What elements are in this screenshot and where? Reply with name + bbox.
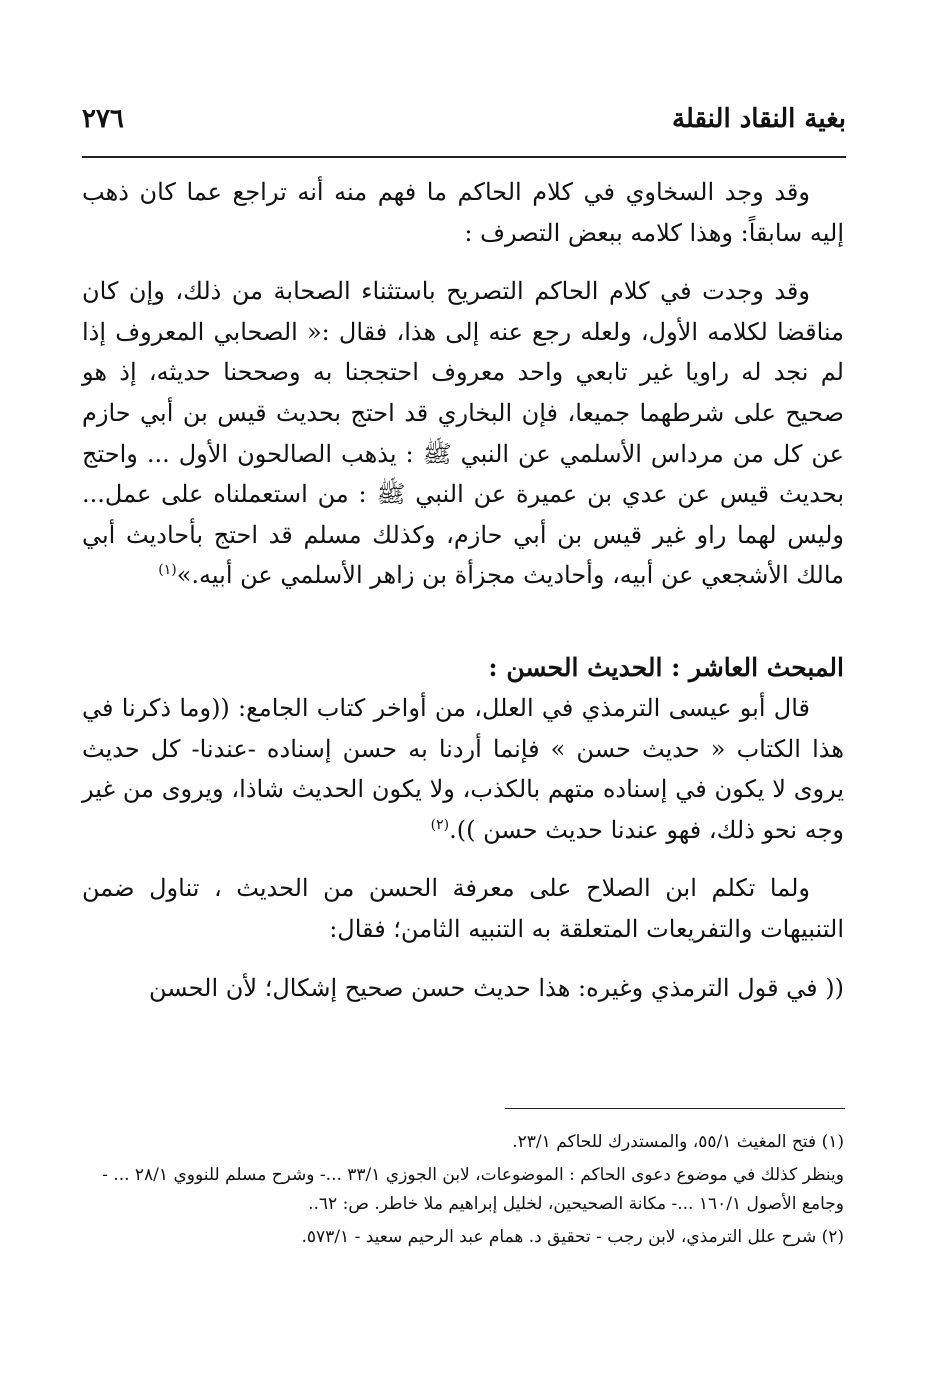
paragraph-sakhawi: وقد وجد السخاوي في كلام الحاكم ما فهم منه أنه تراجع عما كان ذهب إليه سابقاً: وهذا كلامه ببعض التصرف : [82,178,844,247]
paragraph-quote-start: (( في قول الترمذي وغيره: هذا حديث حسن صحيح إشكال؛ لأن الحسن [148,973,844,1002]
paragraph-ibn-salah: ولما تكلم ابن الصلاح على معرفة الحسن من الحديث ، تناول ضمن التنبيهات والتفريعات المتعلقة به التنبيه الثامن؛ فقال: [82,874,844,943]
footnote-ref-1: (١) [158,562,177,579]
footnote-1-continuation: وينظر كذلك في موضوع دعوى الحاكم : الموضوعات، لابن الجوزي ٣٣/١ ...- وشرح مسلم للنووي ٢٨/١ ... - وجامع الأصول ١٦٠/١ ...- مكانة الصحيحين، لخليل إبراهيم ملا خاطر. ص: ٦٢.. [102,1165,844,1214]
header-divider [82,156,846,158]
footnote-1: (١) فتح المغيث ٥٥/١، والمستدرك للحاكم ٢٣/١. [512,1132,844,1152]
footnotes [82,1128,844,1256]
paragraph-hakim-text: وقد وجدت في كلام الحاكم التصريح باستثناء الصحابة من ذلك، وإن كان مناقضا لكلامه الأول، ولعله رجع عنه إلى هذا، فقال :« الصحابي المعروف إذا لم نجد له راويا غير تابعي واحد معروف احتججنا به وصححنا حديثه، إذ هو صحيح على شرطهما جميعا، فإن البخاري قد احتج بحديث قيس بن أبي حازم عن كل من مرداس الأسلمي عن النبي ﷺ : يذهب الصالحون الأول ... واحتج بحديث قيس عن عدي بن عميرة عن النبي ﷺ : من استعملناه على عمل... وليس لهما راو غير قيس بن أبي حازم، وكذلك مسلم قد احتج بأحاديث أبي مالك الأشجعي عن أبيه، وأحاديث مجزأة بن زاهر الأسلمي عن أبيه.» [82,277,844,590]
section-heading: المبحث العاشر : الحديث الحسن : [488,652,844,682]
main-text [82,172,844,1008]
page-number: ٢٧٦ [82,104,124,134]
footnote-ref-2: (٢) [430,816,450,833]
paragraph-tirmidhi [82,688,844,850]
page-header [82,104,846,148]
paragraph-tirmidhi-text: قال أبو عيسى الترمذي في العلل، من أواخر كتاب الجامع: ((وما ذكرنا في هذا الكتاب « حديث حسن » فإنما أردنا به حسن إسناده -عندنا- كل حديث يروى لا يكون في إسناده متهم بالكذب، ولا يكون الحديث شاذا، ويروى من غير وجه نحو ذلك، فهو عندنا حديث حسن )). [82,693,844,844]
paragraph-hakim-quote [82,271,844,596]
footnote-2: (٢) شرح علل الترمذي، لابن رجب - تحقيق د. همام عبد الرحيم سعيد - ٥٧٣/١. [301,1227,844,1247]
book-title: بغية النقاد النقلة [671,104,846,134]
footnote-divider [505,1108,845,1109]
